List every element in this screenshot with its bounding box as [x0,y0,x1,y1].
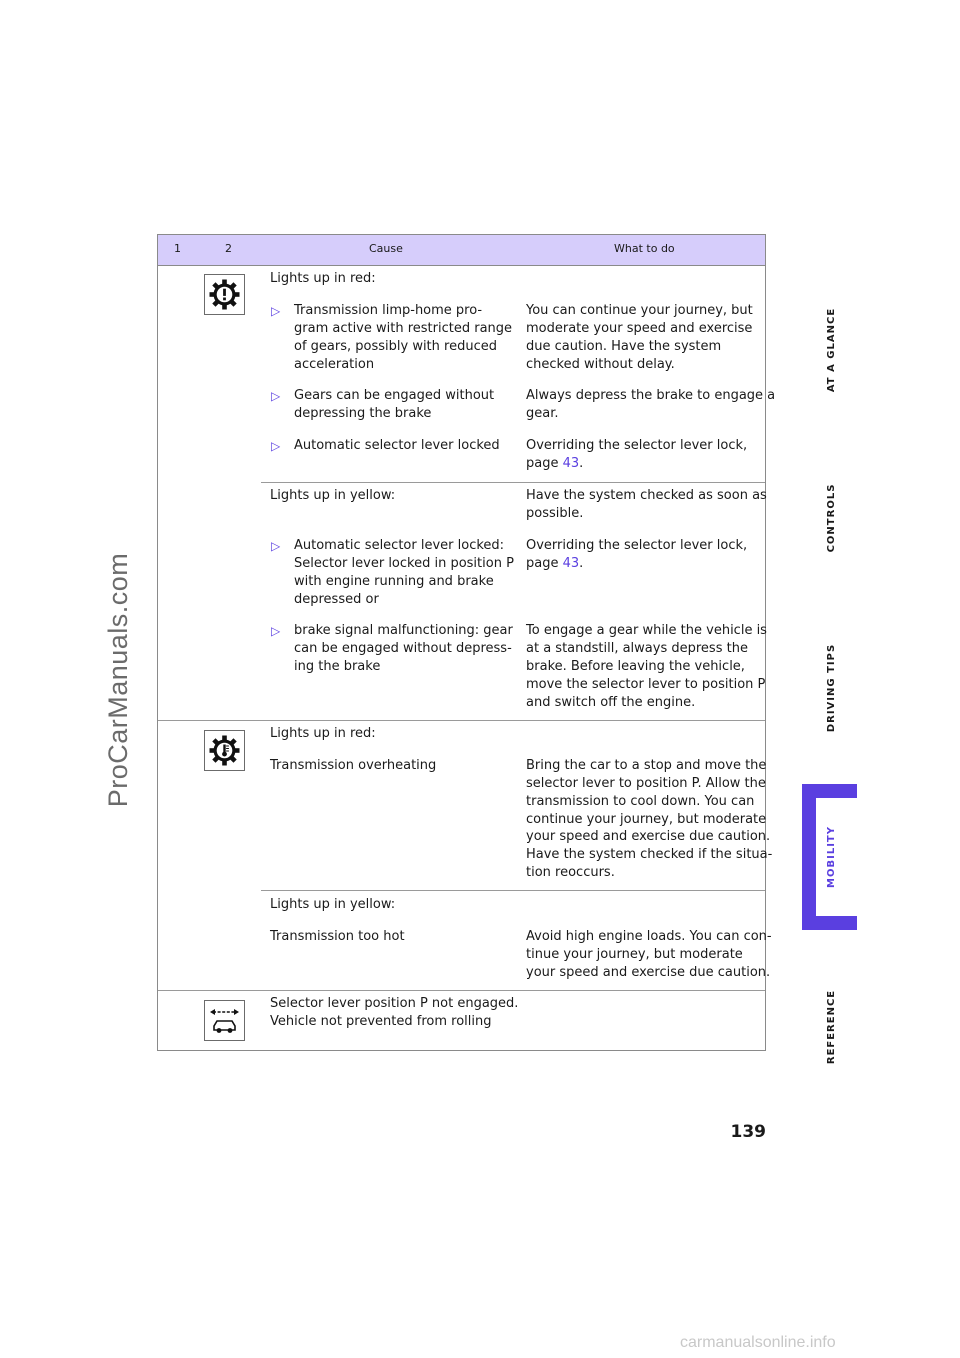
page-prefix: page [526,556,563,571]
s1-yellow-todo-line-1: Have the system checked as soon as [526,488,767,503]
nav-reference[interactable]: REFERENCE [826,989,837,1065]
s1-yellow-todo-1-line-1: Overriding the selector lever lock, [526,538,748,553]
s1-red-bullet-2: ▷ [271,389,281,403]
s1-red-todo-2-line-1: Always depress the brake to engage a [526,388,776,403]
s1-yellow-bullet-2: ▷ [271,624,281,638]
s1-yellow-cause-1-line-1: Automatic selector lever locked: [294,538,505,553]
s1-red-todo-3-line-1: Overriding the selector lever lock, [526,438,748,453]
s1-red-todo-3-page-ref [526,455,583,473]
nav-driving-tips[interactable]: DRIVING TIPS [826,643,837,733]
page-number: 139 [730,1122,766,1142]
s1-red-todo-1-line-4: checked without delay. [526,357,675,372]
s1-red-cause-2-line-2: depressing the brake [294,406,432,421]
s1-red-bullet-1: ▷ [271,304,281,318]
s1-yellow-todo-2-line-4: move the selector lever to position P [526,677,766,692]
s1-red-bullet-3: ▷ [271,439,281,453]
s1-yellow-todo-2-line-5: and switch off the engine. [526,695,696,710]
s1-yellow-cause-2-line-1: brake signal malfunctioning: gear [294,623,513,638]
nav-at-a-glance[interactable]: AT A GLANCE [826,307,837,393]
s1-yellow-todo-2-line-1: To engage a gear while the vehicle is [526,623,767,638]
s3-cause-line-1: Selector lever position P not engaged. [270,996,519,1011]
s1-red-cause-1-line-2: gram active with restricted range [294,321,513,336]
s1-yellow-title: Lights up in yellow: [270,488,396,503]
s2-red-todo-line-2: selector lever to position P. Allow the [526,776,766,791]
page-prefix: page [526,456,563,471]
table-header [158,235,765,266]
divider [158,990,765,991]
divider [261,890,765,891]
s1-red-cause-1-line-4: acceleration [294,357,375,372]
header-cause: Cause [369,242,403,255]
s2-red-todo-line-3: transmission to cool down. You can [526,794,755,809]
s1-red-todo-1-line-1: You can continue your journey, but [526,303,753,318]
s2-red-cause: Transmission overheating [270,758,437,773]
s1-red-title: Lights up in red: [270,271,376,286]
vehicle-rolling-icon [204,1000,245,1041]
s2-yellow-title: Lights up in yellow: [270,897,396,912]
transmission-warning-icon [204,274,245,315]
transmission-temperature-icon [204,730,245,771]
s1-red-cause-2-line-1: Gears can be engaged without [294,388,495,403]
s2-red-todo-line-7: tion reoccurs. [526,865,615,880]
s1-red-cause-1-line-3: of gears, possibly with reduced [294,339,497,354]
indicator-table [157,234,776,1051]
s1-yellow-todo-2-line-2: at a standstill, always depress the [526,641,748,656]
s2-red-title: Lights up in red: [270,726,376,741]
watermark: ProCarManuals.com [103,552,133,808]
page-suffix: . [579,556,584,571]
s2-yellow-todo-line-2: tinue your journey, but moderate [526,947,743,962]
s1-yellow-cause-2-line-3: ing the brake [294,659,381,674]
s1-yellow-todo-line-2: possible. [526,506,584,521]
page-link[interactable]: 43 [562,456,580,471]
s1-red-todo-1-line-3: due caution. Have the system [526,339,722,354]
s1-yellow-cause-1-line-3: with engine running and brake [294,574,494,589]
s1-red-cause-1-line-1: Transmission limp-home pro- [294,303,483,318]
s2-yellow-todo-line-1: Avoid high engine loads. You can con- [526,929,772,944]
s2-yellow-todo-line-3: your speed and exercise due caution. [526,965,771,980]
header-what-to-do: What to do [614,242,675,255]
page-link[interactable]: 43 [562,556,580,571]
s1-yellow-cause-2-line-2: can be engaged without depress- [294,641,512,656]
s1-yellow-cause-1-line-2: Selector lever locked in position P [294,556,514,571]
divider [261,482,765,483]
divider [158,720,765,721]
nav-controls[interactable]: CONTROLS [826,483,837,553]
s1-yellow-cause-1-line-4: depressed or [294,592,379,607]
s1-yellow-todo-1-page-ref [526,555,583,573]
s2-red-todo-line-1: Bring the car to a stop and move the [526,758,767,773]
header-col-1: 1 [174,242,181,255]
s3-cause-line-2: Vehicle not prevented from rolling [270,1014,492,1029]
s1-yellow-todo-2-line-3: brake. Before leaving the vehicle, [526,659,745,674]
s2-red-todo-line-5: your speed and exercise due caution. [526,829,771,844]
header-col-2: 2 [225,242,232,255]
s1-red-cause-3-line-1: Automatic selector lever locked [294,438,500,453]
s2-red-todo-line-4: continue your journey, but moderate [526,812,767,827]
footer-watermark: carmanualsonline.info [680,1334,836,1351]
s1-yellow-bullet-1: ▷ [271,539,281,553]
s1-red-todo-1-line-2: moderate your speed and exercise [526,321,753,336]
s2-red-todo-line-6: Have the system checked if the situa- [526,847,773,862]
s2-yellow-cause: Transmission too hot [270,929,405,944]
nav-mobility[interactable]: MOBILITY [826,826,837,888]
page-suffix: . [579,456,584,471]
s1-red-todo-2-line-2: gear. [526,406,559,421]
